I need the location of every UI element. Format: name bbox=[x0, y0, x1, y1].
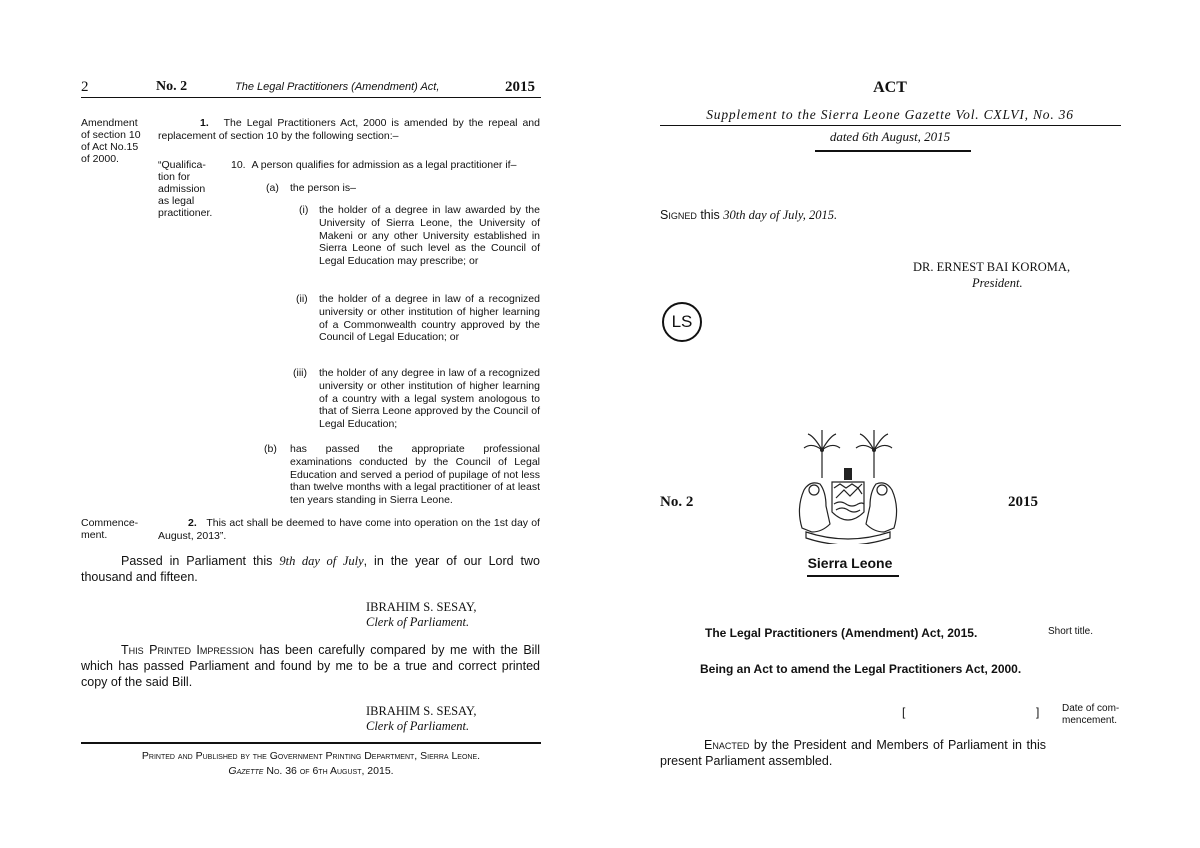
running-title: The Legal Practitioners (Amendment) Act, bbox=[235, 81, 440, 93]
short-title-note: Short title. bbox=[1048, 626, 1094, 637]
commencement-note: Date of com- mencement. bbox=[1062, 703, 1120, 726]
passed-in-parliament: Passed in Parliament this 9th day of July, in the year of our Lord two thousand and fifteen. bbox=[81, 554, 540, 584]
item-ii-text: the holder of a degree in law of a recognized university or other institution of higher learning of a Commonwealth country approved by the Council of Legal Education; or bbox=[319, 293, 540, 344]
section10-margin-note: “Qualifica- tion for admission as legal practitioner. bbox=[158, 159, 213, 219]
header-rule bbox=[81, 97, 541, 98]
gazette-dated: dated 6th August, 2015 bbox=[829, 129, 951, 144]
section10-text: 10. A person qualifies for admission as a legal practitioner if– bbox=[231, 159, 517, 171]
item-iii-label: (iii) bbox=[293, 367, 307, 379]
printed-impression: This Printed Impression has been carefully compared by me with the Bill which has passed Parliament and found by me to be a true and correct printed copy of the said Bill. bbox=[81, 643, 540, 689]
footer-publisher: Printed and Published by the Government Printing Department, Sierra Leone. bbox=[141, 750, 481, 762]
clerk2-title: Clerk of Parliament. bbox=[366, 719, 470, 733]
commencement-open-bracket: [ bbox=[902, 705, 906, 719]
coat-of-arms-icon bbox=[792, 428, 914, 544]
footer-gazette: Gazette No. 36 of 6th August, 2015. bbox=[228, 765, 394, 777]
country-name: Sierra Leone bbox=[807, 555, 893, 571]
gazette-supplement: Supplement to the Sierra Leone Gazette Vol. CXLVI, No. 36 bbox=[706, 107, 1074, 122]
item-i-label: (i) bbox=[299, 204, 309, 216]
item-i-text: the holder of a degree in law awarded by the University of Sierra Leone, the University of Makeni or any other University established in Sierra Leone of such level as the Council of Legal Education may prescribe; or bbox=[319, 204, 540, 268]
long-title: Being an Act to amend the Legal Practitioners Act, 2000. bbox=[700, 662, 1022, 676]
section1-text: 1. The Legal Practitioners Act, 2000 is amended by the repeal and replacement of section 10 by the following section:– bbox=[158, 117, 540, 142]
act-title: The Legal Practitioners (Amendment) Act, 2015. bbox=[705, 626, 978, 640]
commencement-close-bracket: ] bbox=[1036, 705, 1040, 719]
para-a-text: the person is– bbox=[290, 182, 356, 194]
clerk2-name: IBRAHIM S. SESAY, bbox=[366, 704, 477, 718]
para-a-label: (a) bbox=[266, 182, 279, 194]
supplement-rule bbox=[660, 125, 1121, 126]
item-ii-label: (ii) bbox=[296, 293, 308, 305]
president-title: President. bbox=[972, 276, 1023, 290]
section2-margin-note: Commence- ment. bbox=[81, 517, 139, 541]
act-year: 2015 bbox=[1008, 494, 1038, 510]
para-b-label: (b) bbox=[264, 443, 277, 455]
act-heading: ACT bbox=[873, 79, 907, 96]
dated-rule bbox=[815, 150, 971, 152]
footer-rule bbox=[81, 742, 541, 744]
signed-line: Signed this 30th day of July, 2015. bbox=[660, 208, 838, 222]
section1-margin-note: Amendment of section 10 of Act No.15 of 2000. bbox=[81, 117, 141, 165]
act-number: No. 2 bbox=[660, 494, 694, 510]
ls-seal: LS bbox=[662, 302, 702, 342]
header-year: 2015 bbox=[505, 79, 535, 95]
country-rule bbox=[807, 575, 899, 577]
page-number: 2 bbox=[81, 79, 89, 95]
clerk1-title: Clerk of Parliament. bbox=[366, 615, 470, 629]
item-iii-text: the holder of any degree in law of a recognized university or other institution of higher learning of a country with a legal system anologous to that of Sierra Leone approved by the Council of Legal Education; bbox=[319, 367, 540, 431]
enacting-clause: Enacted by the President and Members of Parliament in this present Parliament assembled. bbox=[660, 738, 1046, 768]
clerk1-name: IBRAHIM S. SESAY, bbox=[366, 600, 477, 614]
president-name: DR. ERNEST BAI KOROMA, bbox=[913, 260, 1071, 274]
para-b-text: has passed the appropriate professional examinations conducted by the Council of Legal Education and served a period of pupilage of not less than twelve months with a legal practitioner of at least ten years standing in Sierra Leone. bbox=[290, 443, 540, 507]
section2-text: 2. This act shall be deemed to have come into operation on the 1st day of August, 2013”. bbox=[158, 517, 540, 542]
header-act-number: No. 2 bbox=[156, 79, 188, 94]
